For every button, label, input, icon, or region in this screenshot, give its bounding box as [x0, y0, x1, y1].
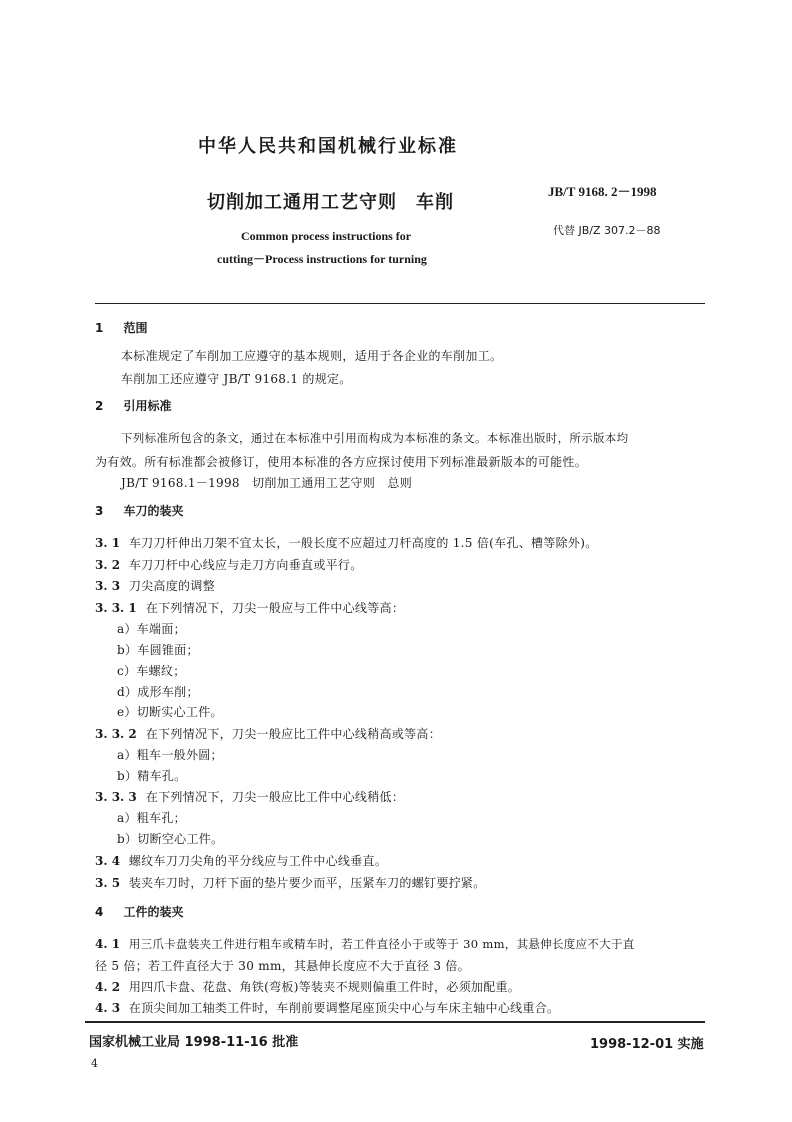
- paragraph: 本标准规定了车削加工应遵守的基本规则，适用于各企业的车削加工。: [121, 349, 503, 363]
- paragraph: 下列标准所包含的条文，通过在本标准中引用而构成为本标准的条文。本标准出版时，所示版本均: [121, 431, 629, 445]
- section-title: 范围: [123, 321, 148, 335]
- clause-continuation: 径 5 倍；若工件直径大于 30 mm，其悬伸长度应不大于直径 3 倍。: [95, 959, 470, 973]
- clause-number: 3. 5: [95, 876, 121, 890]
- section-3-heading: [95, 502, 184, 519]
- list-item: b）车圆锥面；: [117, 643, 199, 657]
- clause-3-3-3: [95, 788, 404, 805]
- section-title: 工件的装夹: [123, 905, 184, 919]
- clause-number: 4. 2: [95, 980, 121, 994]
- clause-text: 用三爪卡盘装夹工件进行粗车或精车时，若工件直径小于或等于 30 mm，其悬伸长度应不大于直: [128, 937, 635, 951]
- standard-number: JB/T 9168. 2－1998: [548, 184, 657, 199]
- clause-text: 车刀刀杆伸出刀架不宜太长，一般长度不应超过刀杆高度的 1.5 倍(车孔、槽等除外)。: [128, 536, 598, 550]
- clause-3-3: [95, 577, 215, 594]
- clause-number: 3. 1: [95, 536, 121, 550]
- section-number: 2: [95, 399, 104, 413]
- english-title-line-1: Common process instructions for: [241, 229, 412, 243]
- effective-date: 1998-12-01 实施: [590, 1037, 704, 1052]
- section-1-heading: [95, 319, 148, 336]
- clause-3-3-1: [95, 599, 404, 616]
- section-number: 3: [95, 504, 104, 518]
- section-number: 4: [95, 905, 104, 919]
- clause-number: 3. 3. 3: [95, 790, 137, 804]
- clause-number: 3. 3. 2: [95, 727, 137, 741]
- clause-3-1: [95, 534, 598, 551]
- clause-text: 螺纹车刀刀尖角的平分线应与工件中心线垂直。: [128, 854, 388, 868]
- list-item: b）精车孔。: [117, 769, 187, 783]
- list-item: a）粗车一般外圆；: [117, 748, 223, 762]
- clause-text: 在下列情况下，刀尖一般应与工件中心线等高：: [145, 601, 405, 615]
- english-title-line-2: cutting－Process instructions for turning: [217, 252, 427, 266]
- clause-number: 3. 3. 1: [95, 601, 137, 615]
- section-title: 车刀的装夹: [123, 504, 184, 518]
- clause-text: 在下列情况下，刀尖一般应比工件中心线稍低：: [145, 790, 405, 804]
- clause-3-4: [95, 852, 387, 869]
- list-item: d）成形车削；: [117, 685, 199, 699]
- clause-number: 3. 2: [95, 558, 121, 572]
- clause-text: 用四爪卡盘、花盘、角铁(弯板)等装夹不规则偏重工件时，必须加配重。: [128, 980, 521, 994]
- section-number: 1: [95, 321, 104, 335]
- list-item: a）车端面；: [117, 622, 186, 636]
- section-title: 引用标准: [123, 399, 172, 413]
- clause-text: 在下列情况下，刀尖一般应比工件中心线稍高或等高：: [145, 727, 442, 741]
- footer-divider: [85, 1021, 705, 1023]
- document-title: 切削加工通用工艺守则 车削: [207, 192, 454, 213]
- clause-4-1: [95, 936, 635, 952]
- clause-text: 刀尖高度的调整: [128, 579, 215, 593]
- list-item: a）粗车孔；: [117, 811, 186, 825]
- list-item: c）车螺纹；: [117, 664, 186, 678]
- section-2-heading: [95, 397, 172, 414]
- clause-text: 在顶尖间加工轴类工件时，车削前要调整尾座顶尖中心与车床主轴中心线重合。: [128, 1001, 560, 1015]
- clause-number: 3. 4: [95, 854, 121, 868]
- clause-4-2: [95, 978, 520, 995]
- page-number: 4: [91, 1057, 98, 1070]
- approval-statement: 国家机械工业局 1998-11-16 批准: [89, 1035, 299, 1050]
- clause-4-3: [95, 999, 559, 1016]
- header-divider: [95, 303, 705, 304]
- section-4-heading: [95, 903, 184, 920]
- org-title: 中华人民共和国机械行业标准: [198, 136, 458, 157]
- clause-number: 4. 1: [95, 937, 121, 951]
- replaces-standard: 代替 JB/Z 307.2－88: [553, 224, 661, 237]
- clause-3-3-2: [95, 725, 441, 742]
- paragraph: 为有效。所有标准都会被修订，使用本标准的各方应探讨使用下列标准最新版本的可能性。: [95, 455, 588, 469]
- reference-standard: JB/T 9168.1－1998 切削加工通用工艺守则 总则: [121, 476, 413, 490]
- clause-3-2: [95, 556, 363, 573]
- clause-text: 车刀刀杆中心线应与走刀方向垂直或平行。: [128, 558, 363, 572]
- clause-number: 4. 3: [95, 1001, 121, 1015]
- clause-number: 3. 3: [95, 579, 121, 593]
- clause-text: 装夹车刀时，刀杆下面的垫片要少而平，压紧车刀的螺钉要拧紧。: [128, 876, 486, 890]
- list-item: b）切断空心工件。: [117, 832, 224, 846]
- list-item: e）切断实心工件。: [117, 705, 223, 719]
- paragraph: 车削加工还应遵守 JB/T 9168.1 的规定。: [121, 372, 352, 386]
- clause-3-5: [95, 874, 486, 891]
